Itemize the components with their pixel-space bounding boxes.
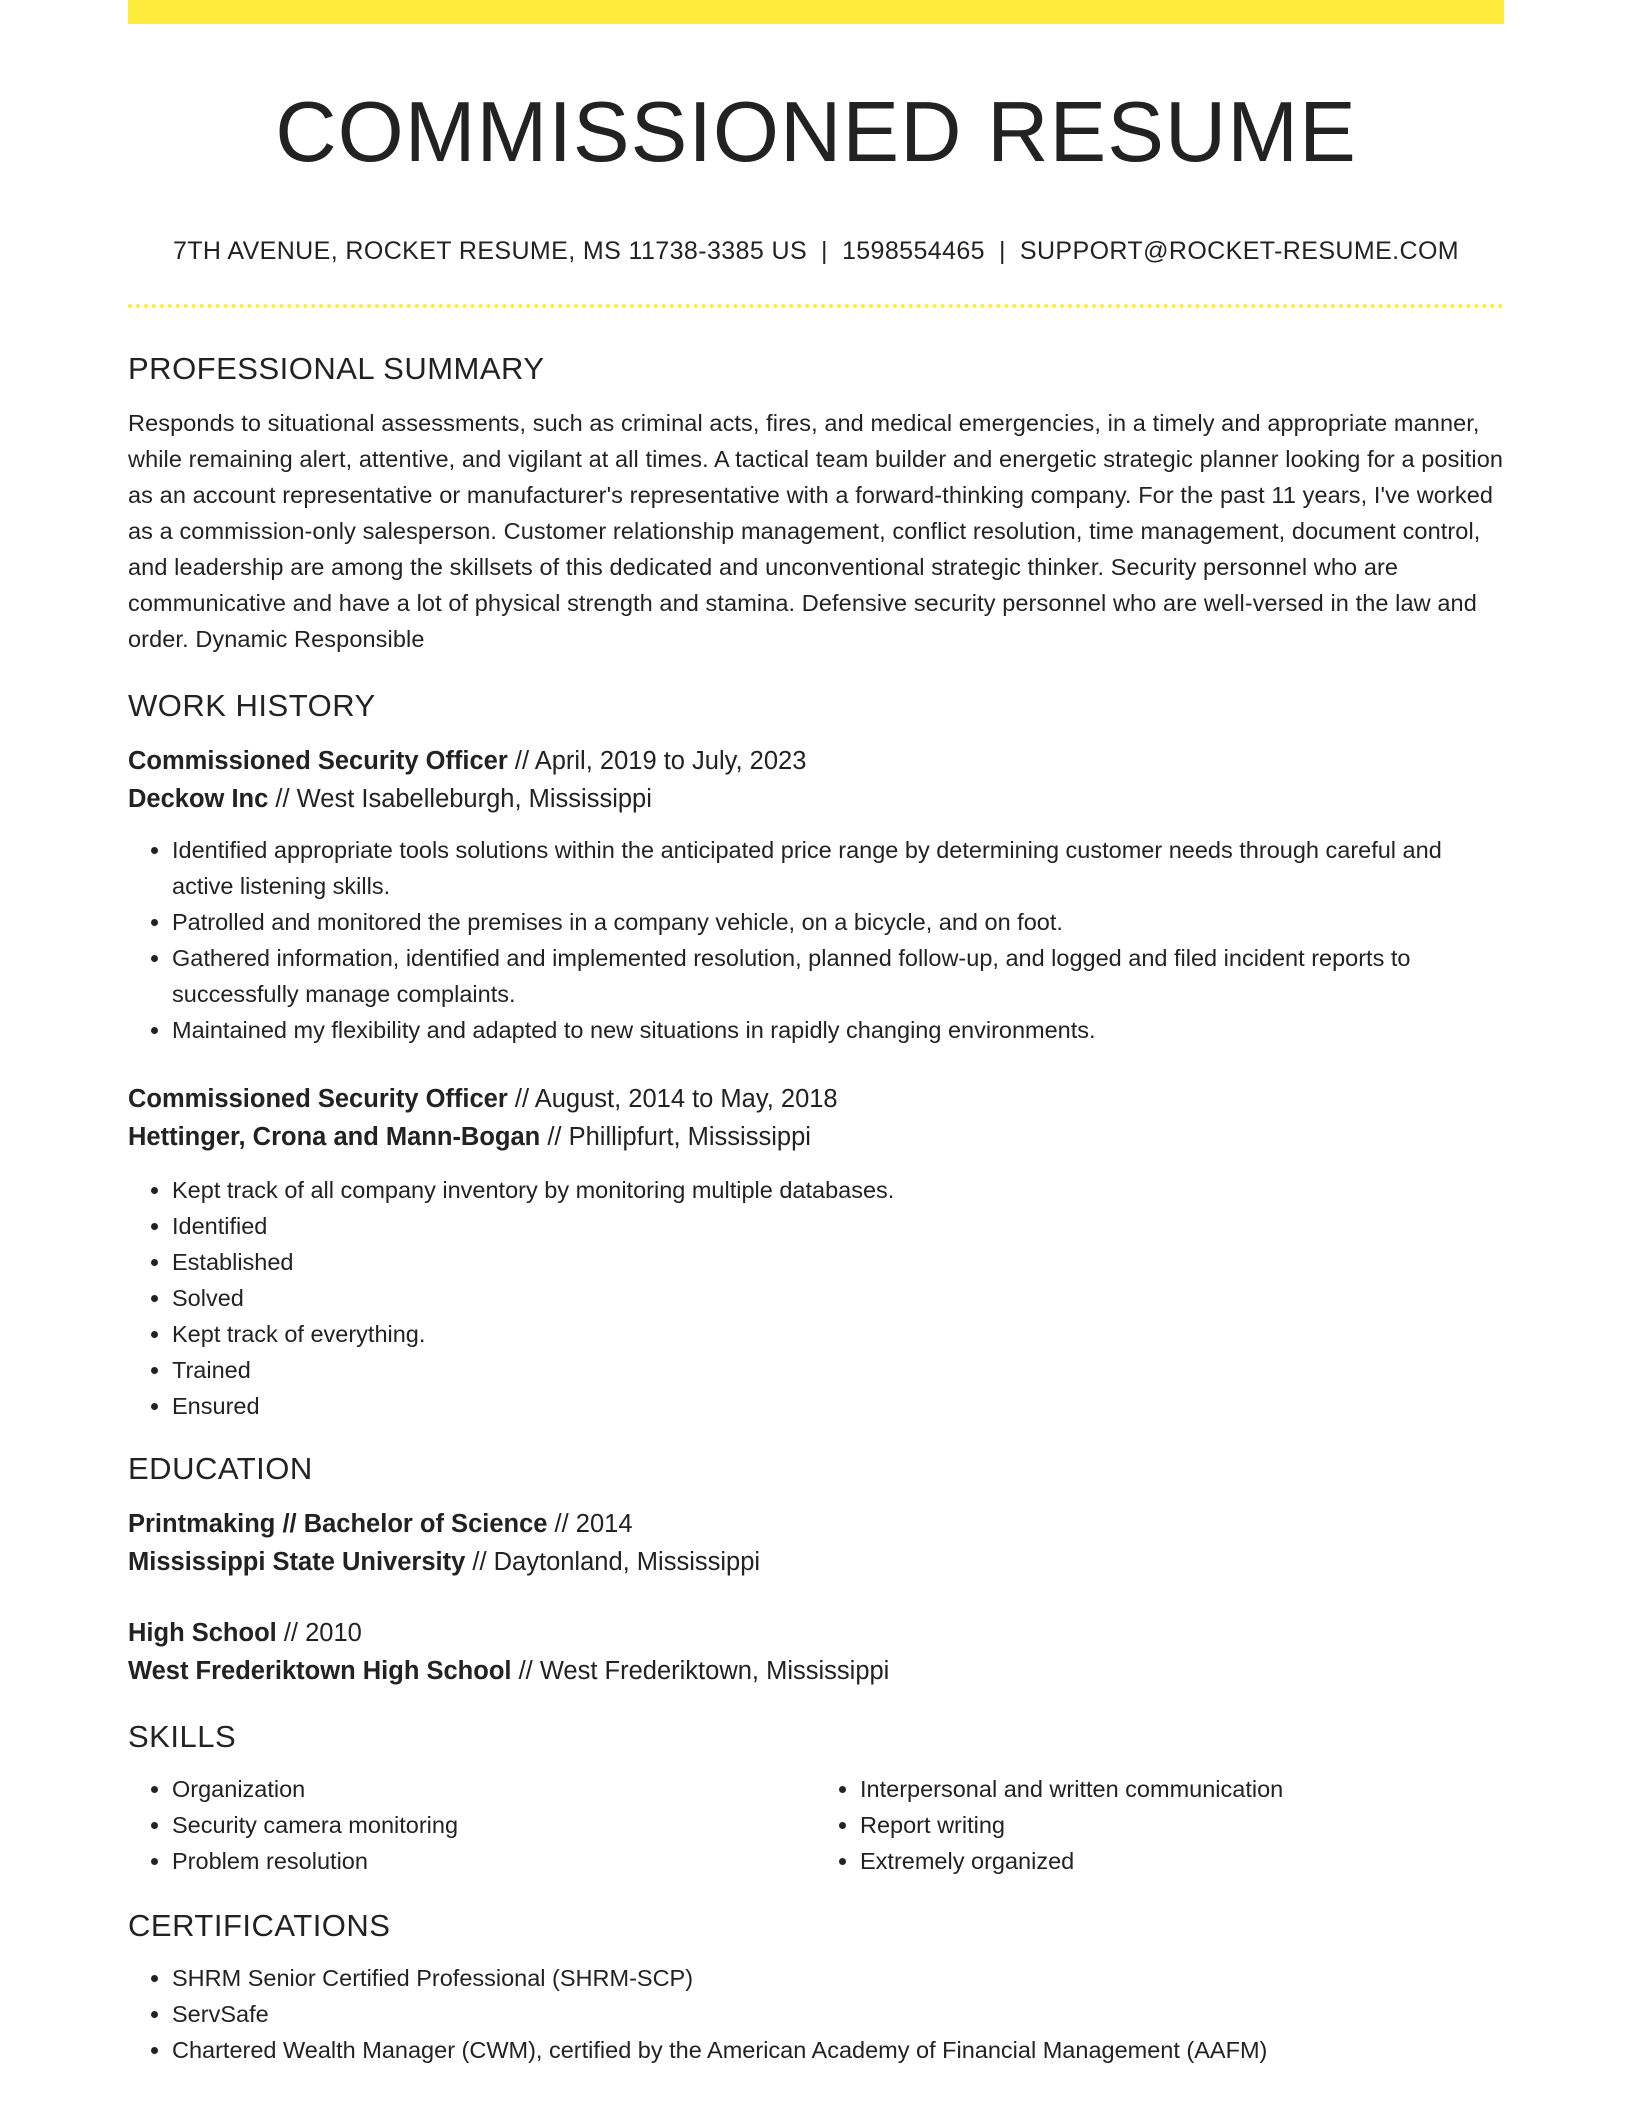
skill-item: • Report writing <box>860 1807 1504 1843</box>
job-company: Hettinger, Crona and Mann-Bogan <box>128 1122 541 1151</box>
section-title-summary: PROFESSIONAL SUMMARY <box>128 350 545 386</box>
job-company-line <box>128 1118 1504 1156</box>
list-item: • Kept track of everything. <box>172 1316 1504 1352</box>
list-item: • Maintained my flexibility and adapted to new situations in rapidly changing environments. <box>172 1012 1504 1048</box>
job-entry <box>128 1080 1504 1424</box>
skill-item: • Organization <box>172 1771 816 1807</box>
education-location: // West Frederiktown, Mississippi <box>511 1657 890 1686</box>
contact-phone: 1598554465 <box>841 236 985 265</box>
list-item: • Trained <box>172 1352 1504 1388</box>
resume-page <box>128 0 1504 2068</box>
job-dates: // April, 2019 to July, 2023 <box>507 746 807 775</box>
contact-address: 7TH AVENUE, ROCKET RESUME, MS 11738-3385 US <box>172 236 808 265</box>
job-role-line <box>128 1080 1504 1118</box>
section-title-skills: SKILLS <box>128 1719 237 1755</box>
list-item: • Kept track of all company inventory by monitoring multiple databases. <box>172 1172 1504 1208</box>
job-bullets <box>128 1172 1504 1424</box>
job-company-line <box>128 780 1504 818</box>
list-item: • Established <box>172 1244 1504 1280</box>
section-title-work-history: WORK HISTORY <box>128 687 376 723</box>
education-school-line <box>128 1652 1504 1690</box>
section-title-education: EDUCATION <box>128 1450 313 1486</box>
certification-item: • SHRM Senior Certified Professional (SHRM-SCP) <box>172 1960 1504 1996</box>
list-item: • Identified <box>172 1208 1504 1244</box>
certifications-list <box>128 1960 1504 2068</box>
list-item: • Identified appropriate tools solutions within the anticipated price range by determining customer needs through careful and active listening skills. <box>172 832 1504 904</box>
certification-item: • Chartered Wealth Manager (CWM), certified by the American Academy of Financial Management (AAFM) <box>172 2032 1504 2068</box>
job-role-line <box>128 742 1504 780</box>
education-school: Mississippi State University <box>128 1548 466 1577</box>
section-title-certifications: CERTIFICATIONS <box>128 1908 391 1944</box>
accent-top-bar <box>128 0 1504 24</box>
education-school-line <box>128 1543 1504 1581</box>
education-location: // Daytonland, Mississippi <box>465 1548 761 1577</box>
list-item: • Gathered information, identified and implemented resolution, planned follow-up, and logged and filed incident reports to successfully manage complaints. <box>172 940 1504 1012</box>
education-degree-line <box>128 1614 1504 1652</box>
job-bullets <box>128 832 1504 1048</box>
job-role: Commissioned Security Officer <box>128 746 508 775</box>
education-degree-line <box>128 1505 1504 1543</box>
education-year: // 2014 <box>547 1510 633 1539</box>
education-degree: High School <box>128 1619 277 1648</box>
dotted-divider <box>128 304 1504 308</box>
summary-text: Responds to situational assessments, such as criminal acts, fires, and medical emergencies, in a timely and appropriate manner, while remaining alert, attentive, and vigilant at all times. A tactical team builder and energetic strategic planner looking for a position as an account representative or manufacturer's representative with a forward-thinking company. For the past 11 years, I've worked as a commission-only salesperson. Customer relationship management, conflict resolution, time management, document control, and leadership are among the skillsets of this dedicated and unconventional strategic thinker. Security personnel who are communicative and have a lot of physical strength and stamina. Defensive security personnel who are well-versed in the law and order. Dynamic Responsible <box>128 409 1504 652</box>
skill-item: • Extremely organized <box>860 1843 1504 1879</box>
list-item: • Ensured <box>172 1388 1504 1424</box>
skill-item: • Problem resolution <box>172 1843 816 1879</box>
job-company: Deckow Inc <box>128 784 269 813</box>
job-role: Commissioned Security Officer <box>128 1084 508 1113</box>
education-year: // 2010 <box>276 1619 362 1648</box>
list-item: • Patrolled and monitored the premises in a company vehicle, on a bicycle, and on foot. <box>172 904 1504 940</box>
education-school: West Frederiktown High School <box>128 1657 512 1686</box>
education-degree: Printmaking // Bachelor of Science <box>128 1510 548 1539</box>
skills-columns <box>128 1771 1504 1879</box>
contact-line <box>128 236 1504 266</box>
skill-item: • Interpersonal and written communication <box>860 1771 1504 1807</box>
contact-email[interactable]: SUPPORT@ROCKET-RESUME.COM <box>1019 236 1460 265</box>
job-dates: // August, 2014 to May, 2018 <box>507 1084 838 1113</box>
job-location: // Phillipfurt, Mississippi <box>540 1122 811 1151</box>
contact-separator: | <box>999 236 1006 265</box>
certification-item: • ServSafe <box>172 1996 1504 2032</box>
education-entry <box>128 1614 1504 1690</box>
job-entry <box>128 742 1504 1048</box>
skills-list-right <box>816 1771 1504 1879</box>
resume-title: COMMISSIONED RESUME <box>275 85 1357 180</box>
job-location: // West Isabelleburgh, Mississippi <box>268 784 652 813</box>
skills-list-left <box>128 1771 816 1879</box>
list-item: • Solved <box>172 1280 1504 1316</box>
skill-item: • Security camera monitoring <box>172 1807 816 1843</box>
contact-separator: | <box>821 236 828 265</box>
education-entry <box>128 1505 1504 1581</box>
